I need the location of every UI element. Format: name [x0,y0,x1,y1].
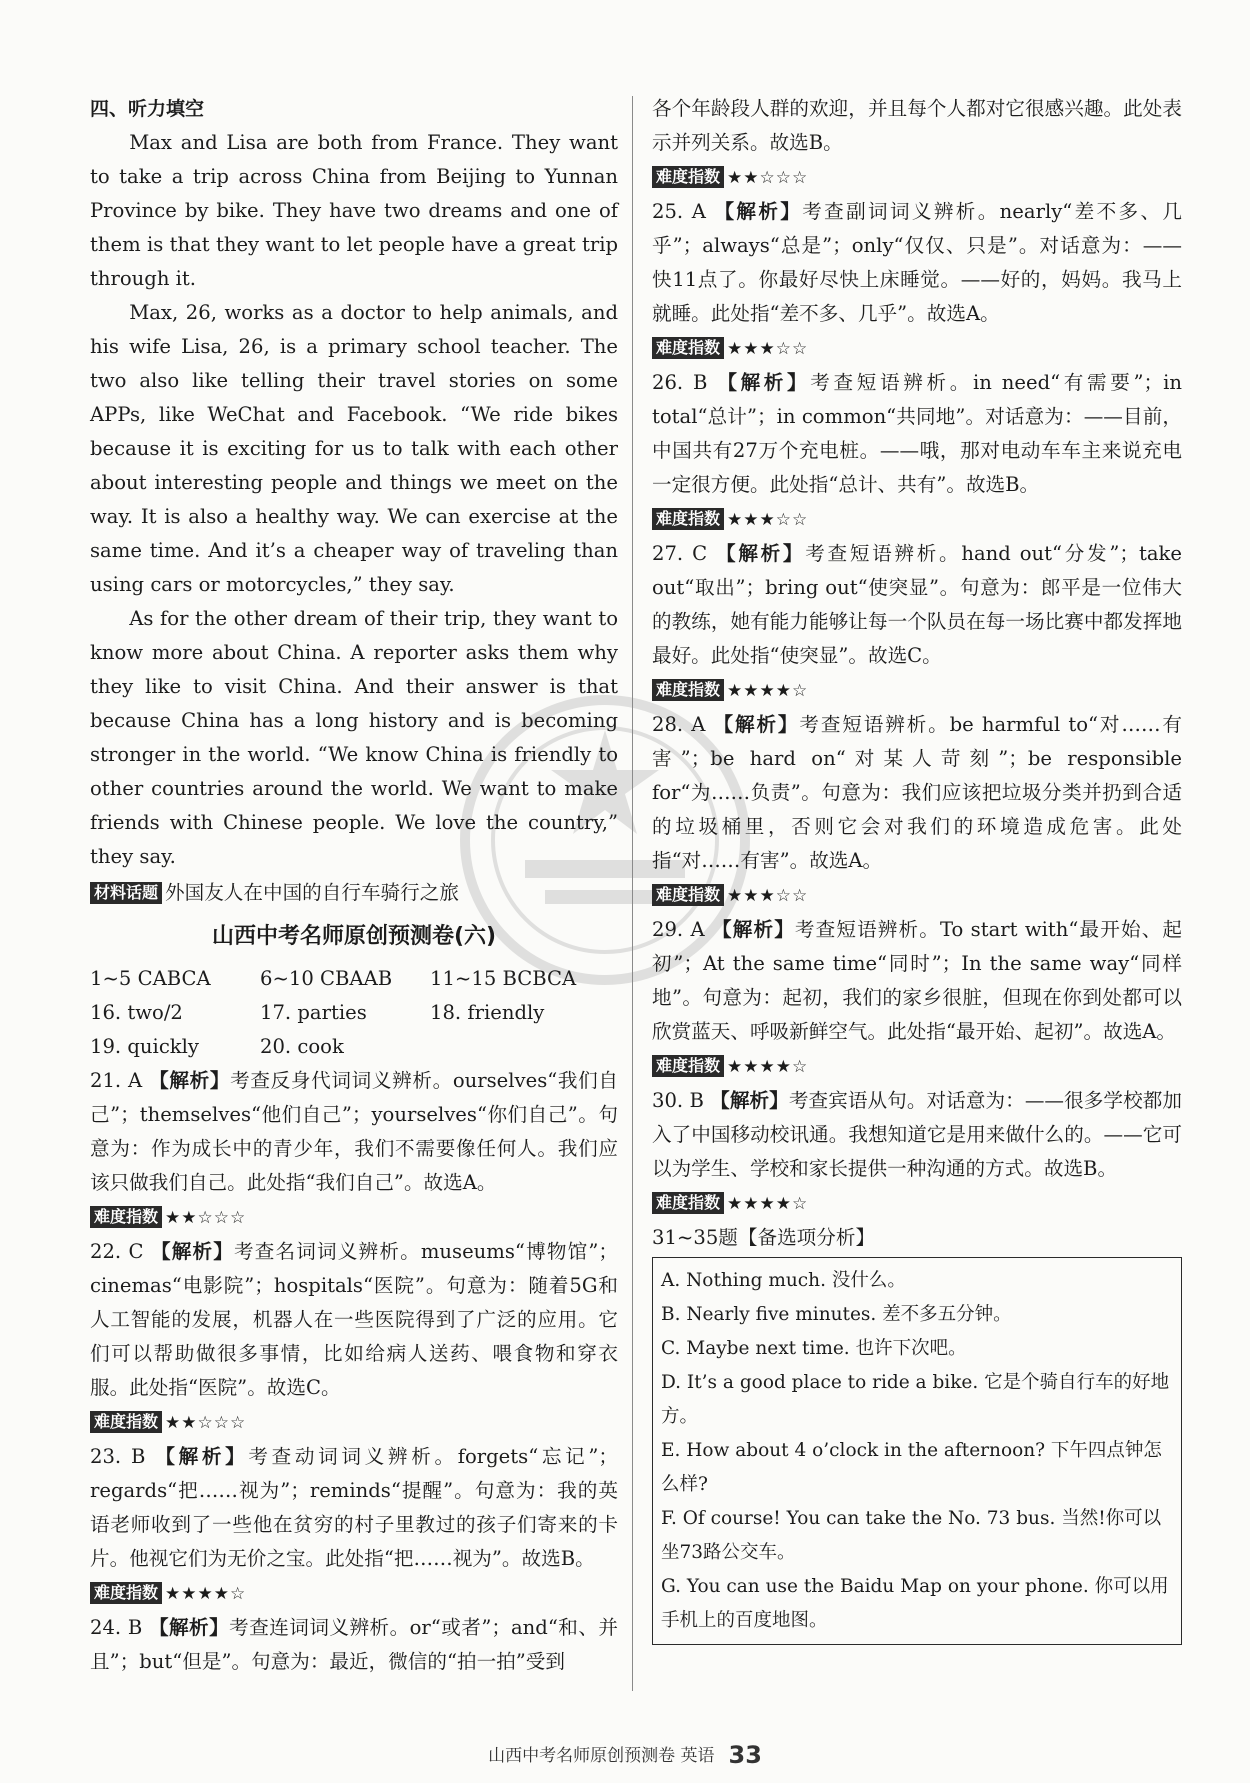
section-title: 四、听力填空 [90,98,205,120]
option-a: A. Nothing much. 没什么。 [661,1270,906,1291]
difficulty-badge: 难度指数 [652,166,724,188]
star-rating-icon: ★★★★☆ [727,681,809,701]
star-rating-icon: ★★★★☆ [727,1057,809,1077]
explanation-30: 30. B 【解析】考查宾语从句。对话意为：——很多学校都加入了中国移动校讯通。我想知道它是用来做什么的。——它可以为学生、学校和家长提供一种沟通的方式。故选B。 [652,1089,1183,1180]
difficulty-24 [652,160,1182,195]
explanation-22: 22. C 【解析】考查名词词义辨析。museums“博物馆”；cinemas“电影院”；hospitals“医院”。句意为：随着5G和人工智能的发展，机器人在一些医院得到了广泛的应用。它们可以帮助做很多事情，比如给病人送药、喂食物和穿衣服。此处指“医院”。故选C。 [90,1240,619,1399]
passage-paragraph-1: Max and Lisa are both from France. They want to take a trip across China from Beijing to Yunnan Province by bike. They have two dreams and one of them is that they want to let people have a great trip through it. [90,131,618,290]
star-rating-icon: ★★★★☆ [727,1194,809,1214]
passage-paragraph-3: As for the other dream of their trip, they want to know more about China. A reporter asks them why they like to visit China. And their answer is that because China has a long history and is becoming stronger in the world. “We know China is friendly to other countries around the world. We want to make friends with Chinese people. We love the country,” they say. [90,607,618,868]
difficulty-29 [652,1049,1182,1084]
difficulty-27 [652,673,1182,708]
difficulty-28 [652,878,1182,913]
difficulty-30 [652,1186,1182,1221]
explanation-29: 29. A 【解析】考查短语辨析。To start with“最开始、起初”；At the same time“同时”；In the same way“同样地”。句意为：起初，我们的家乡很脏，但现在你到处都可以欣赏蓝天、呼吸新鲜空气。此处指“最开始、起初”。故选A。 [652,918,1183,1043]
topic-badge: 材料话题 [90,882,162,904]
explanation-28: 28. A 【解析】考查短语辨析。be harmful to“对……有害”；be hard on“对某人苛刻”；be responsible for“为……负责”。句意为：我们应该把垃圾分类并扔到合适的垃圾桶里，否则它会对我们的环境造成危害。此处指“对……有害”。故选A。 [652,713,1183,872]
explanation-21: 21. A 【解析】考查反身代词词义辨析。ourselves“我们自己”；themselves“他们自己”；yourselves“你们自己”。句意为：作为成长中的青少年，我们不需要像任何人。我们应该只做我们自己。此处指“我们自己”。故选A。 [90,1069,619,1194]
answer-18: 18. friendly [430,1001,545,1024]
difficulty-badge: 难度指数 [90,1206,162,1228]
topic-text: 外国友人在中国的自行车骑行之旅 [165,881,459,904]
option-c: C. Maybe next time. 也许下次吧。 [661,1338,967,1359]
material-topic [90,876,618,910]
test-title: 山西中考名师原创预测卷(六) [211,924,497,949]
explanation-26: 26. B 【解析】考查短语辨析。in need“有需要”；in total“总计”；in common“共同地”。对话意为：——目前，中国共有27万个充电桩。——哦，那对电动车车主来说充电一定很方便。此处指“总计、共有”。故选B。 [652,371,1182,496]
options-box [652,1257,1182,1645]
difficulty-22 [90,1405,618,1440]
star-rating-icon: ★★★★☆ [165,1584,247,1604]
difficulty-badge: 难度指数 [652,337,724,359]
answer-17: 17. parties [260,1001,367,1024]
difficulty-badge: 难度指数 [90,1582,162,1604]
answer-20: 20. cook [260,1035,344,1058]
left-column [90,92,618,1679]
footer-text: 山西中考名师原创预测卷 英语 [488,1746,715,1766]
difficulty-badge: 难度指数 [652,508,724,530]
answer-19: 19. quickly [90,1035,199,1058]
star-rating-icon: ★★★☆☆ [727,339,809,359]
option-f: F. Of course! You can take the No. 73 bus. 当然!你可以坐73路公交车。 [661,1508,1162,1563]
explanation-23: 23. B 【解析】考查动词词义辨析。forgets“忘记”；regards“把……视为”；reminds“提醒”。句意为：我的英语老师收到了一些他在贫穷的村子里教过的孩子们寄来的卡片。他视它们为无价之宝。此处指“把……视为”。故选B。 [90,1445,618,1570]
difficulty-26 [652,502,1182,537]
passage-paragraph-2: Max, 26, works as a doctor to help animals, and his wife Lisa, 26, is a primary school teacher. The two also like telling their travel stories on some APPs, like WeChat and Facebook. “We ride bikes because it is exciting for us to talk with each other about interesting people and things we meet on the way. It is also a healthy way. We can exercise at the same time. And it’s a cheaper way of traveling than using cars or motorcycles,” they say. [90,301,618,596]
star-rating-icon: ★★☆☆☆ [165,1208,247,1228]
option-e: E. How about 4 o’clock in the afternoon? 下午四点钟怎么样? [661,1440,1162,1495]
page-number: 33 [728,1741,762,1769]
answer-1-5: 1~5 CABCA [90,967,211,990]
options-title: 31~35题【备选项分析】 [652,1226,876,1249]
difficulty-21 [90,1200,618,1235]
option-d: D. It’s a good place to ride a bike. 它是个骑自行车的好地方。 [661,1372,1170,1427]
star-rating-icon: ★★☆☆☆ [165,1413,247,1433]
difficulty-badge: 难度指数 [90,1411,162,1433]
answer-11-15: 11~15 BCBCA [430,967,577,990]
difficulty-badge: 难度指数 [652,679,724,701]
explanation-24-continued: 各个年龄段人群的欢迎，并且每个人都对它很感兴趣。此处表示并列关系。故选B。 [652,97,1182,154]
option-g: G. You can use the Baidu Map on your phone. 你可以用手机上的百度地图。 [661,1576,1169,1631]
star-rating-icon: ★★★☆☆ [727,886,809,906]
explanation-27: 27. C 【解析】考查短语辨析。hand out“分发”；take out“取出”；bring out“使突显”。句意为：郎平是一位伟大的教练，她有能力能够让每一个队员在每一场比赛中都发挥地最好。此处指“使突显”。故选C。 [652,542,1182,667]
difficulty-23 [90,1576,618,1611]
difficulty-badge: 难度指数 [652,1192,724,1214]
difficulty-badge: 难度指数 [652,1055,724,1077]
difficulty-25 [652,331,1182,366]
column-divider [632,96,633,1691]
explanation-25: 25. A 【解析】考查副词词义辨析。nearly“差不多、几乎”；always“总是”；only“仅仅、只是”。对话意为：——快11点了。你最好尽快上床睡觉。——好的，妈妈。我马上就睡。此处指“差不多、几乎”。故选A。 [652,200,1182,325]
answer-16: 16. two/2 [90,1001,183,1024]
answer-6-10: 6~10 CBAAB [260,967,393,990]
right-column [652,92,1182,1645]
star-rating-icon: ★★★☆☆ [727,510,809,530]
difficulty-badge: 难度指数 [652,884,724,906]
option-b: B. Nearly five minutes. 差不多五分钟。 [661,1304,1012,1325]
explanation-24: 24. B 【解析】考查连词词义辨析。or“或者”；and“和、并且”；but“但是”。句意为：最近，微信的“拍一拍”受到 [90,1616,618,1673]
answer-key [90,962,618,1064]
page-footer [0,1741,1250,1769]
star-rating-icon: ★★☆☆☆ [727,168,809,188]
